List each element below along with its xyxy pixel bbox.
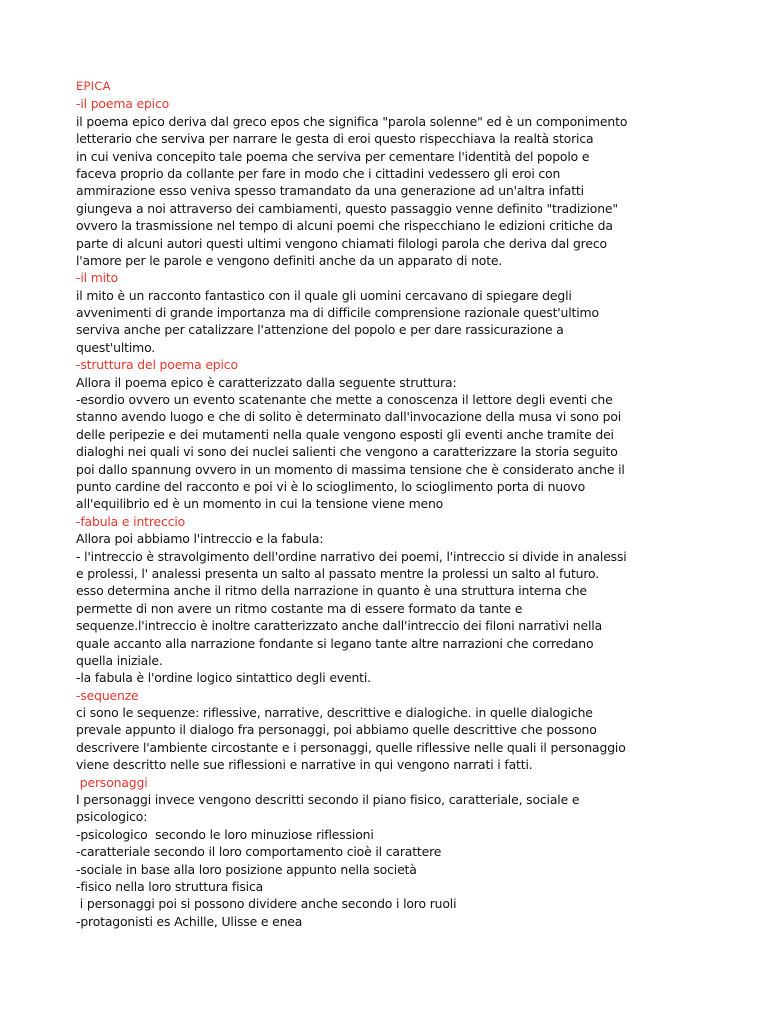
paragraph-line: sequenze.l'intreccio è inoltre caratterizzato anche dall'intreccio dei filoni narrativi nella (76, 618, 603, 634)
paragraph-line: prevale appunto il dialogo fra personaggi, poi abbiamo quelle descrittive che possono (76, 722, 597, 738)
section-heading: personaggi (76, 774, 148, 790)
paragraph-line: -psicologico secondo le loro minuziose riflessioni (76, 826, 374, 842)
section-struttura (76, 356, 706, 513)
paragraph-line: esso determina anche il ritmo della narrazione in quanto è una struttura interna che (76, 583, 587, 599)
document-page (76, 78, 706, 930)
paragraph-line: giungeva a noi attraverso dei cambiamenti, questo passaggio venne definito "tradizione" (76, 200, 618, 216)
paragraph-line: - l'intreccio è stravolgimento dell'ordine narrativo dei poemi, l'intreccio si divide in analessi (76, 548, 627, 564)
document-title: EPICA (76, 79, 111, 93)
section-poema-epico (76, 95, 706, 269)
paragraph-line: in cui veniva concepito tale poema che serviva per cementare l'identità del popolo e (76, 148, 590, 164)
section-heading: -il poema epico (76, 96, 170, 112)
paragraph-line: serviva anche per catalizzare l'attenzione del popolo e per dare rassicurazione a (76, 322, 564, 338)
paragraph-line: ci sono le sequenze: riflessive, narrative, descrittive e dialogiche. in quelle dialogiche (76, 705, 593, 721)
section-personaggi (76, 774, 706, 931)
paragraph-line: permette di non avere un ritmo costante ma di essere formato da tante e (76, 600, 523, 616)
paragraph-line: faceva proprio da collante per fare in modo che i cittadini vedessero gli eroi con (76, 165, 561, 181)
paragraph-line: quest'ultimo. (76, 339, 156, 355)
paragraph-line: l'amore per le parole e vengono definiti anche da un apparato di note. (76, 252, 503, 268)
paragraph-line: -caratteriale secondo il loro comportamento cioè il carattere (76, 844, 442, 860)
paragraph-line: stanno avendo luogo e che di solito è determinato dall'invocazione della musa vi sono poi (76, 409, 622, 425)
paragraph-line: parte di alcuni autori questi ultimi vengono chiamati filologi parola che deriva dal greco (76, 235, 607, 251)
paragraph-line: viene descritto nelle sue riflessioni e narrative in qui vengono narrati i fatti. (76, 757, 533, 773)
paragraph-line: quale accanto alla narrazione fondante si legano tante altre narrazioni che corredano (76, 635, 594, 651)
paragraph-line: quella iniziale. (76, 652, 163, 668)
paragraph-line: I personaggi invece vengono descritti secondo il piano fisico, caratteriale, sociale e (76, 792, 580, 808)
paragraph-line: Allora il poema epico è caratterizzato dalla seguente struttura: (76, 374, 457, 390)
paragraph-line: Allora poi abbiamo l'intreccio e la fabula: (76, 531, 324, 547)
section-heading: -sequenze (76, 687, 139, 703)
paragraph-line: dialoghi nei quali vi sono dei nuclei salienti che vengono a caratterizzare la storia seguito (76, 444, 618, 460)
section-mito (76, 269, 706, 356)
paragraph-line: il mito è un racconto fantastico con il quale gli uomini cercavano di spiegare degli (76, 287, 572, 303)
paragraph-line: all'equilibrio ed è un momento in cui la tensione viene meno (76, 496, 444, 512)
paragraph-line: descrivere l'ambiente circostante e i personaggi, quelle riflessive nelle quali il personaggio (76, 739, 626, 755)
section-fabula-intreccio (76, 513, 706, 687)
paragraph-line: psicologico: (76, 809, 148, 825)
paragraph-line: delle peripezie e dei mutamenti nella quale vengono esposti gli eventi anche tramite dei (76, 426, 614, 442)
paragraph-line: -esordio ovvero un evento scatenante che mette a conoscenza il lettore degli eventi che (76, 392, 613, 408)
section-heading: -fabula e intreccio (76, 513, 186, 529)
paragraph-line: ovvero la trasmissione nel tempo di alcuni poemi che rispecchiano le edizioni critiche da (76, 218, 613, 234)
paragraph-line: punto cardine del racconto e poi vi è lo scioglimento, lo scioglimento porta di nuovo (76, 478, 586, 494)
paragraph-line: il poema epico deriva dal greco epos che significa "parola solenne" ed è un componimento (76, 113, 628, 129)
section-sequenze (76, 687, 706, 774)
section-heading: -il mito (76, 270, 119, 286)
paragraph-line: -fisico nella loro struttura fisica (76, 878, 264, 894)
section-heading: -struttura del poema epico (76, 357, 238, 373)
paragraph-line: -protagonisti es Achille, Ulisse e enea (76, 913, 303, 929)
paragraph-line: avvenimenti di grande importanza ma di difficile comprensione razionale quest'ultimo (76, 305, 599, 321)
paragraph-line: -sociale in base alla loro posizione appunto nella società (76, 861, 417, 877)
paragraph-line: i personaggi poi si possono dividere anche secondo i loro ruoli (76, 896, 457, 912)
paragraph-line: -la fabula è l'ordine logico sintattico degli eventi. (76, 670, 371, 686)
paragraph-line: e prolessi, l' analessi presenta un salto al passato mentre la prolessi un salto al futuro. (76, 565, 600, 581)
paragraph-line: letterario che serviva per narrare le gesta di eroi questo rispecchiava la realtà storica (76, 131, 594, 147)
paragraph-line: ammirazione esso veniva spesso tramandato da una generazione ad un'altra infatti (76, 183, 584, 199)
paragraph-line: poi dallo spannung ovvero in un momento di massima tensione che è considerato anche il (76, 461, 625, 477)
